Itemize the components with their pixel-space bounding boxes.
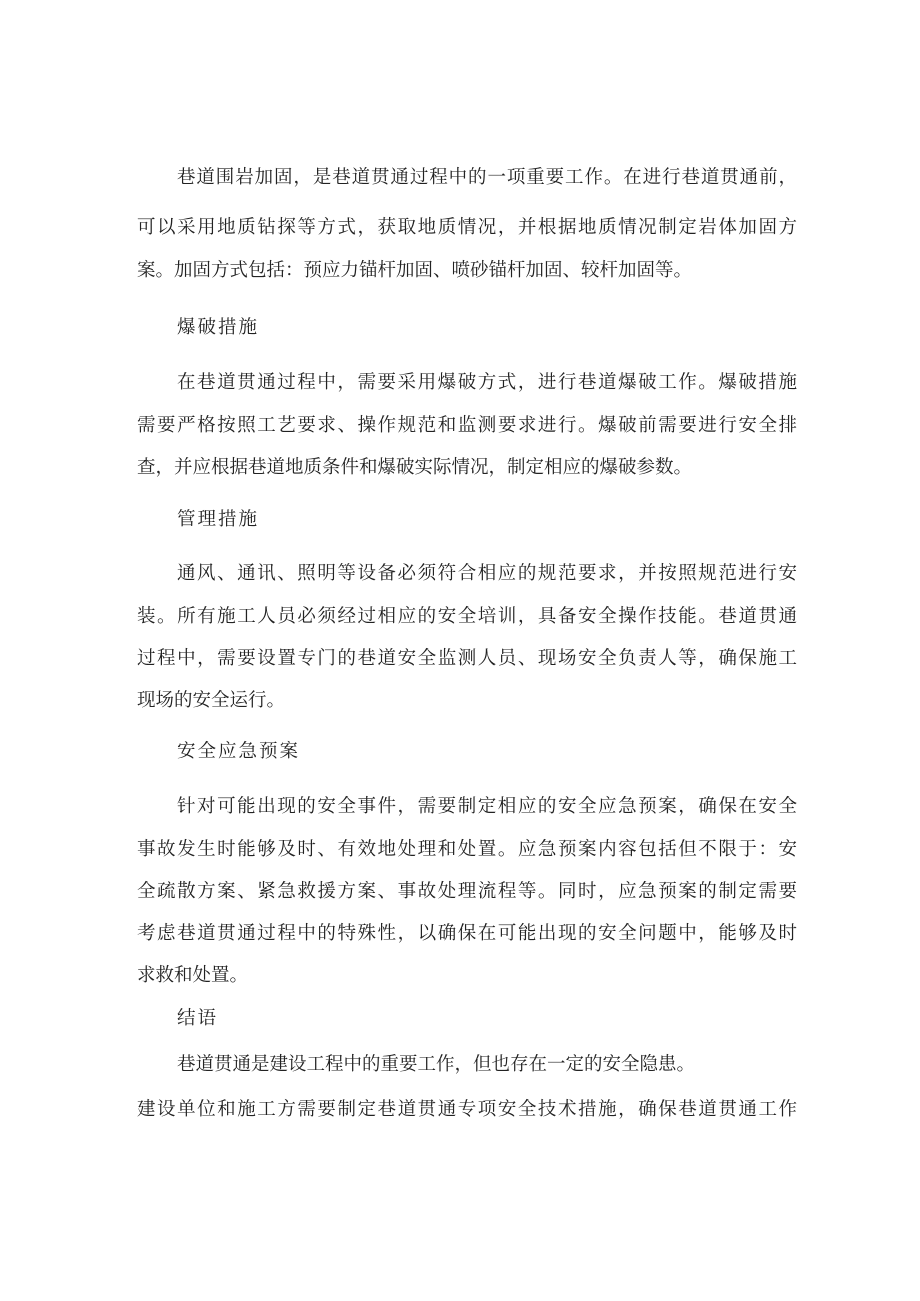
paragraph-line: 查，并应根据巷道地质条件和爆破实际情况，制定相应的爆破参数。 — [137, 457, 693, 478]
paragraph-line: 考虑巷道贯通过程中的特殊性，以确保在可能出现的安全问题中，能够及时 — [137, 923, 797, 944]
paragraph-line: 通风、通讯、照明等设备必须符合相应的规范要求，并按照规范进行安 — [177, 563, 797, 584]
section-heading-conclusion: 结语 — [177, 1008, 219, 1029]
paragraph-line: 可以采用地质钻探等方式，获取地质情况，并根据地质情况制定岩体加固方 — [137, 217, 797, 238]
paragraph-line: 针对可能出现的安全事件，需要制定相应的安全应急预案，确保在安全 — [177, 796, 797, 817]
paragraph-line: 装。所有施工人员必须经过相应的安全培训，具备安全操作技能。巷道贯通 — [137, 606, 797, 627]
paragraph-line: 全疏散方案、紧急救援方案、事故处理流程等。同时，应急预案的制定需要 — [137, 881, 797, 902]
section-heading-management: 管理措施 — [177, 509, 260, 530]
paragraph-line: 求救和处置。 — [137, 965, 249, 986]
paragraph-line: 现场的安全运行。 — [137, 690, 286, 711]
section-heading-blasting: 爆破措施 — [177, 317, 260, 338]
paragraph-line: 需要严格按照工艺要求、操作规范和监测要求进行。爆破前需要进行安全排 — [137, 415, 797, 436]
section-heading-emergency-plan: 安全应急预案 — [177, 741, 301, 762]
paragraph-line: 巷道围岩加固，是巷道贯通过程中的一项重要工作。在进行巷道贯通前， — [177, 167, 797, 188]
paragraph-line: 巷道贯通是建设工程中的重要工作，但也存在一定的安全隐患。 — [177, 1054, 696, 1075]
paragraph-line: 在巷道贯通过程中，需要采用爆破方式，进行巷道爆破工作。爆破措施 — [177, 372, 797, 393]
paragraph-line: 事故发生时能够及时、有效地处理和处置。应急预案内容包括但不限于：安 — [137, 839, 797, 860]
paragraph-line: 案。加固方式包括：预应力锚杆加固、喷砂锚杆加固、较杆加固等。 — [137, 260, 693, 281]
paragraph-line: 过程中，需要设置专门的巷道安全监测人员、现场安全负责人等，确保施工 — [137, 648, 797, 669]
paragraph-line: 建设单位和施工方需要制定巷道贯通专项安全技术措施，确保巷道贯通工作 — [137, 1099, 797, 1120]
